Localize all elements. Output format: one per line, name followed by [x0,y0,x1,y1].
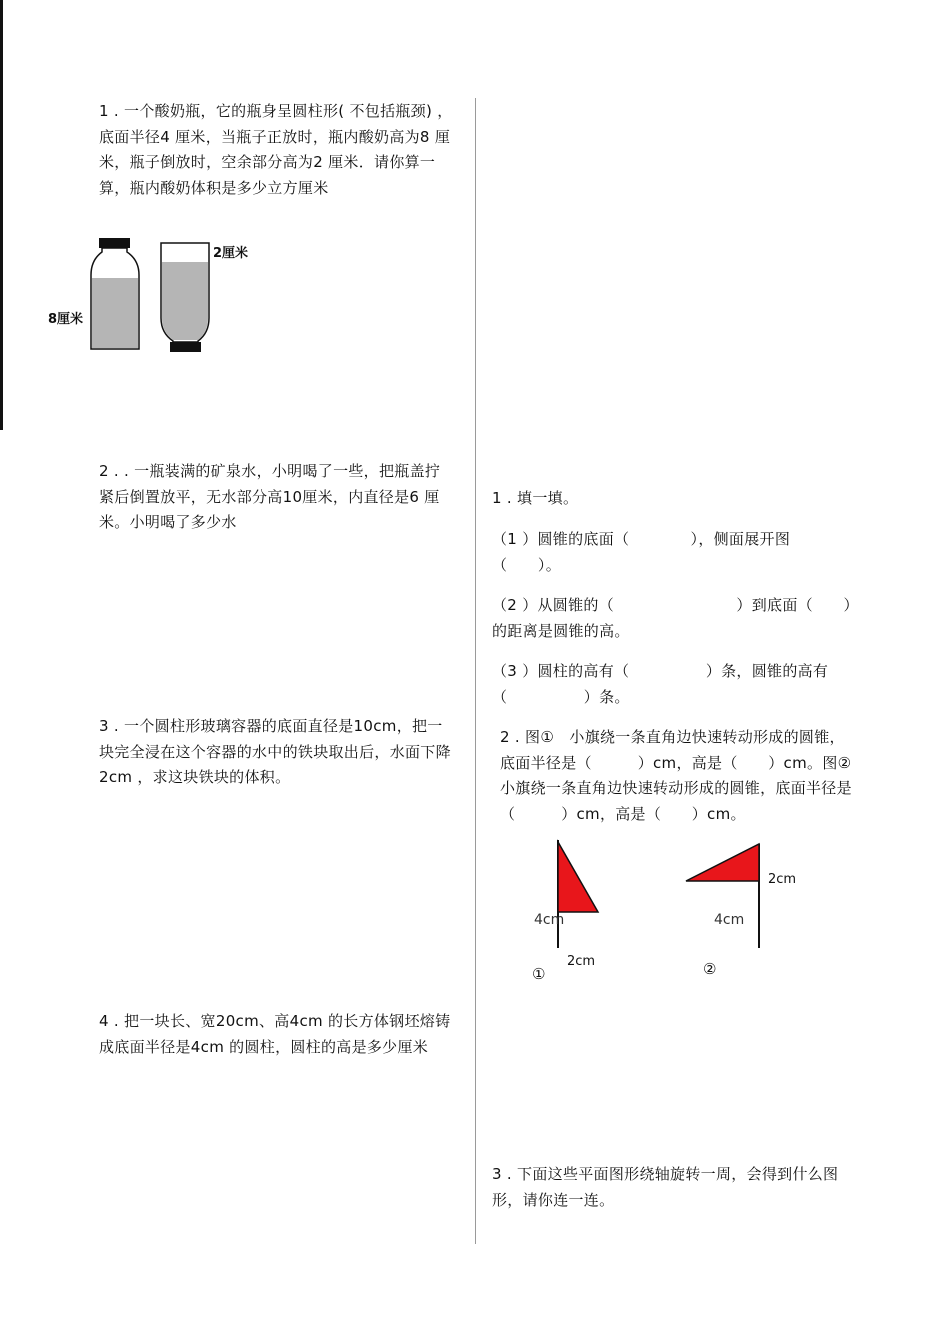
flag-1-height-label: 4cm [534,912,565,928]
bottle-inverted-cap [170,342,201,352]
flag-2-base-label: 2cm [768,872,797,887]
right-question-1-title: 1 . 填一填。 [492,489,579,507]
bottle-inverted-liquid [162,262,208,318]
question-4-text: 4 . 把一块长、宽20cm、高4cm 的长方体钢坯熔铸成底面半径是4cm 的圆柱，圆柱的高是多少厘米 [99,1012,451,1056]
bottle-empty-height-label: 2厘米 [213,246,249,261]
question-2-text: 2 . . 一瓶装满的矿泉水，小明喝了一些，把瓶盖拧紧后倒置放平，无水部分高10厘米，内直径是6 厘米。小明喝了多少水 [99,462,441,531]
column-divider [475,98,476,1244]
right-question-2-text: 2 . 图① 小旗绕一条直角边快速转动形成的圆锥，底面半径是（ ）cm，高是（ ）cm。图②小旗绕一条直角边快速转动形成的圆锥，底面半径是（ ）cm，高是（ ）cm。 [500,728,852,823]
question-3-text: 3 . 一个圆柱形玻璃容器的底面直径是10cm，把一块完全浸在这个容器的水中的铁块取出后，水面下降2cm ，求这块铁块的体积。 [99,717,451,786]
question-1-text: 1 . 一个酸奶瓶，它的瓶身呈圆柱形( 不包括瓶颈) ，底面半径4 厘米，当瓶子正放时，瓶内酸奶高为8 厘米，瓶子倒放时，空余部分高为2 厘米．请你算一算，瓶内酸奶体积是多少立方厘米 [99,102,453,197]
right-question-3-text: 3 . 下面这些平面图形绕轴旋转一周，会得到什么图形，请你连一连。 [492,1165,839,1209]
flag-2-height-label: 4cm [714,912,745,928]
flag-2-triangle [686,844,759,881]
bottle-upright-cap [99,238,130,248]
flag-1-base-label: 2cm [567,954,596,969]
flag-1-triangle [558,842,598,912]
flag-1-number: ① [532,965,546,983]
right-question-1-part-3: （3 ）圆柱的高有（ ）条，圆锥的高有（ ）条。 [492,662,829,706]
bottle-upright-liquid [92,278,138,348]
yogurt-bottle-figure [40,232,270,366]
flags-figure [520,838,820,992]
bottle-full-height-label: 8厘米 [48,312,84,327]
page-edge-bar [0,0,3,430]
flag-2-number: ② [703,960,717,978]
right-question-1-part-2: （2 ）从圆锥的（ ）到底面（ ）的距离是圆锥的高。 [492,596,852,640]
right-question-1-part-1: （1 ）圆锥的底面（ ），侧面展开图（ ）。 [492,530,791,574]
